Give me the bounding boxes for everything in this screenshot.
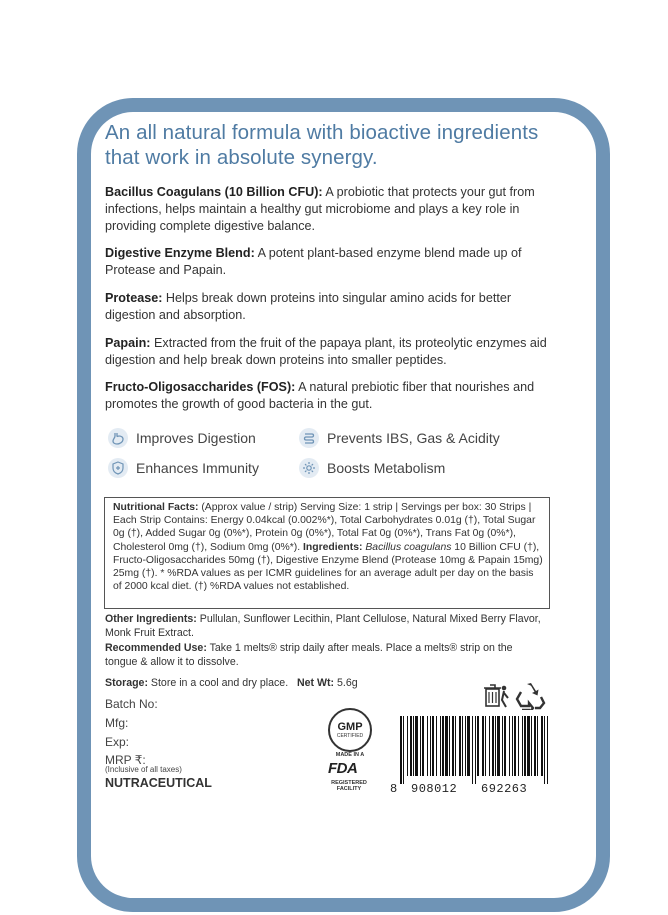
term: Papain: bbox=[105, 336, 151, 350]
gmp-text: GMP bbox=[337, 720, 363, 733]
description: Helps break down proteins into singular amino acids for better digestion and absorption. bbox=[105, 291, 512, 322]
stomach-icon bbox=[108, 428, 128, 448]
net-weight-value: 5.6g bbox=[334, 677, 358, 689]
term: Protease: bbox=[105, 291, 163, 305]
fda-logo: FDA bbox=[328, 760, 358, 777]
other-ingredients-title: Other Ingredients: bbox=[105, 613, 197, 625]
batch-no-label: Batch No: bbox=[105, 697, 158, 711]
mrp-label: MRP ₹: bbox=[105, 753, 146, 767]
recommended-use-title: Recommended Use: bbox=[105, 642, 207, 654]
barcode-right-digits: 692263 bbox=[481, 782, 528, 796]
barcode-left-digits: 908012 bbox=[411, 782, 458, 796]
ingredients-title: Ingredients: bbox=[303, 541, 363, 553]
shield-plus-icon bbox=[108, 458, 128, 478]
paragraph-enzyme-blend bbox=[105, 245, 553, 279]
gmp-certified-text: CERTIFIED bbox=[336, 732, 364, 739]
recommended-use bbox=[105, 641, 545, 669]
barcode-first-digit: 8 bbox=[390, 782, 398, 796]
paragraph-protease bbox=[105, 290, 553, 324]
paragraph-bacillus bbox=[105, 184, 553, 235]
headline: An all natural formula with bioactive ingredients that work in absolute synergy. bbox=[105, 121, 539, 169]
mfg-label: Mfg: bbox=[105, 716, 129, 730]
term: Fructo-Oligosaccharides (FOS): bbox=[105, 380, 296, 394]
recommended-use-text: Take 1 melts® strip daily after meals. Place a melts® strip on the tongue & allow it to dissolve. bbox=[105, 642, 513, 668]
storage-text: Store in a cool and dry place. bbox=[147, 677, 289, 689]
term: Bacillus Coagulans (10 Billion CFU): bbox=[105, 185, 323, 199]
nutrition-facts-box bbox=[104, 497, 550, 609]
recycle-icon bbox=[515, 680, 547, 710]
description: A potent plant-based enzyme blend made up of Protease and Papain. bbox=[105, 246, 522, 277]
benefit-ibs bbox=[299, 428, 500, 448]
benefit-label: Prevents IBS, Gas & Acidity bbox=[327, 430, 500, 446]
storage-line bbox=[105, 676, 405, 690]
fda-made-text: MADE IN A bbox=[335, 752, 365, 758]
benefit-immunity bbox=[108, 458, 259, 478]
nutrition-title: Nutritional Facts: bbox=[113, 502, 199, 513]
dustbin-icon bbox=[480, 679, 512, 711]
exp-label: Exp: bbox=[105, 735, 130, 749]
benefit-label: Boosts Metabolism bbox=[327, 460, 446, 476]
barcode bbox=[398, 716, 550, 784]
nutrition-body: (Approx value / strip) Serving Size: 1 strip | Servings per box: 30 Strips | Each Strip Contains: Energy 0.04kcal (0.002%*), Total Carbohydrates 0.01g (†), Total Sugar 0g (†), Added Sugar 0g (0%*), Protein 0g (0%*), Total Fat 0g (0%*), Trans Fat 0g (0%*), Cholesterol 0mg (†), Sodium 0mg (0%*). bbox=[113, 502, 536, 553]
benefit-label: Improves Digestion bbox=[136, 430, 256, 446]
paragraph-papain bbox=[105, 335, 553, 369]
intestine-icon bbox=[299, 428, 319, 448]
other-ingredients-text: Pullulan, Sunflower Lecithin, Plant Cellulose, Natural Mixed Berry Flavor, Monk Fruit Extract. bbox=[105, 613, 541, 639]
net-weight-title: Net Wt: bbox=[296, 677, 335, 689]
category-label: NUTRACEUTICAL bbox=[105, 776, 212, 790]
benefit-label: Enhances Immunity bbox=[136, 460, 259, 476]
ingredients-italic: Bacillus coagulans bbox=[362, 541, 452, 553]
taxes-note: (Inclusive of all taxes) bbox=[105, 765, 182, 774]
metabolism-icon bbox=[299, 458, 319, 478]
storage-title: Storage: bbox=[105, 677, 148, 689]
description: A natural prebiotic fiber that nourishes and promotes the growth of good bacteria in the gut. bbox=[105, 380, 535, 411]
benefit-metabolism bbox=[299, 458, 445, 478]
other-ingredients bbox=[105, 612, 545, 640]
gmp-badge bbox=[328, 708, 372, 752]
description: A probiotic that protects your gut from infections, helps maintain a healthy gut microbiome and plays a key role in providing complete digestive balance. bbox=[105, 185, 535, 233]
ingredients-body: 10 Billion CFU (†), Fructo-Oligosaccharides 50mg (†), Digestive Enzyme Blend (Protease 10mg & Papain 15mg) 25mg (†). * %RDA values as per ICMR guidelines for an average adult per day on the basis of 2000 kcal diet. (†) %RDA values not established. bbox=[113, 541, 543, 593]
benefit-digestion bbox=[108, 428, 256, 448]
description: Extracted from the fruit of the papaya plant, its proteolytic enzymes aid digestion and help break down proteins into smaller peptides. bbox=[105, 336, 547, 367]
paragraph-fos bbox=[105, 379, 553, 413]
fda-registered-text: REGISTERED FACILITY bbox=[331, 780, 367, 792]
term: Digestive Enzyme Blend: bbox=[105, 246, 255, 260]
